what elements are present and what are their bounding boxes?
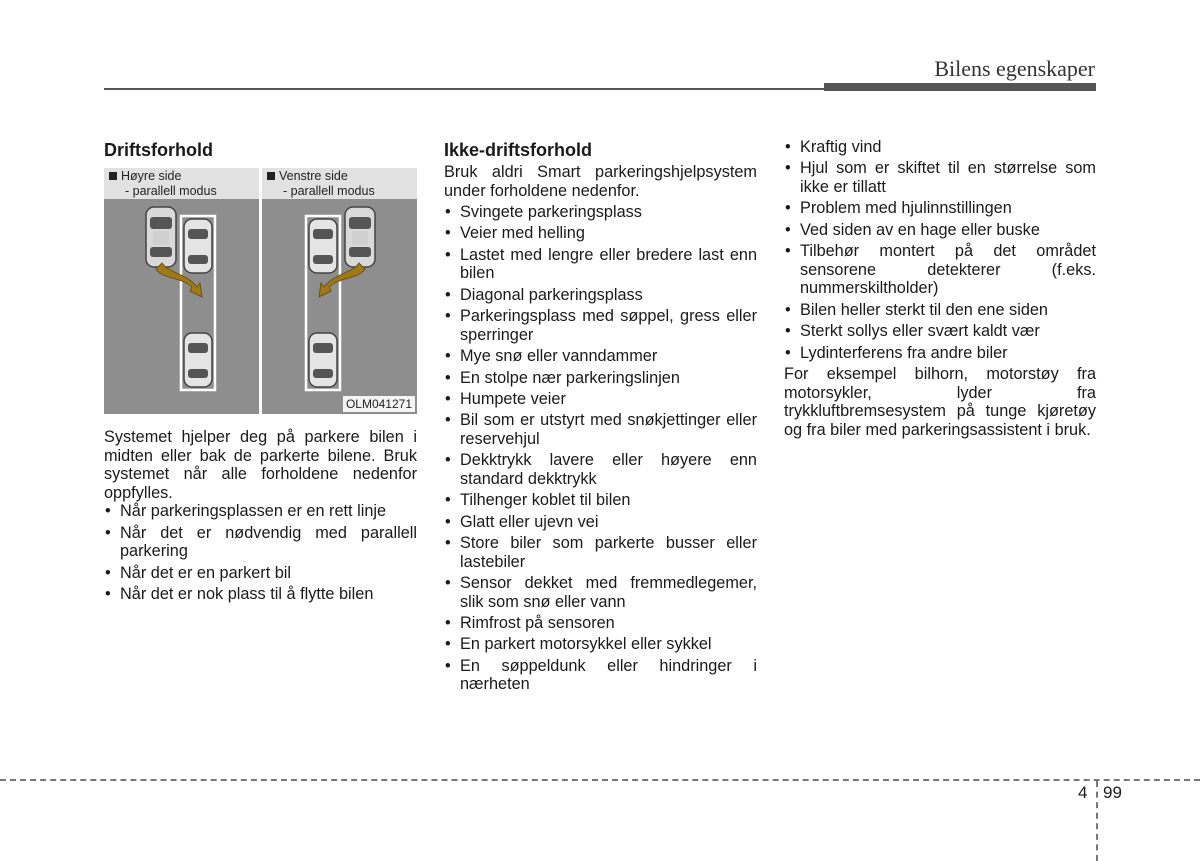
list-item: • En stolpe nær parkeringslinjen (444, 369, 757, 388)
list-item: • Rimfrost på sensoren (444, 614, 757, 633)
list-item: • Ved siden av en hage eller buske (784, 221, 1096, 240)
list-item: • Glatt eller ujevn vei (444, 513, 757, 532)
list-item: • Sterkt sollys eller svært kaldt vær (784, 322, 1096, 341)
moving-car-icon (345, 207, 375, 267)
left-column (104, 138, 417, 607)
list-item: • Diagonal parkeringsplass (444, 286, 757, 305)
non-operating-intro: Bruk aldri Smart parkeringshjelpsystem under forholdene nedenfor. (444, 163, 757, 200)
page-number: 99 (1103, 783, 1122, 802)
list-item: • Svingete parkeringsplass (444, 203, 757, 222)
list-item: • Når det er nødvendig med parallell parkering (104, 524, 417, 561)
list-item: • En søppeldunk eller hindringer i nærheten (444, 657, 757, 694)
operating-conditions-list (104, 502, 417, 603)
panel-caption-right-side: Høyre side - parallell modus (104, 168, 259, 199)
footer-divider (0, 779, 1200, 781)
non-operating-conditions-list (444, 203, 757, 694)
list-item: • Problem med hjulinnstillingen (784, 199, 1096, 218)
operating-intro: Systemet hjelper deg på parkere bilen i midten eller bak de parkerte bilene. Bruk systemet når alle forholdene nedenfor oppfylles. (104, 428, 417, 502)
parked-car-rear-icon (184, 333, 212, 387)
chapter-number: 4 (1078, 783, 1088, 802)
panel-caption-left-side: Venstre side - parallell modus (262, 168, 417, 199)
list-item: • Bil som er utstyrt med snøkjettinger eller reservehjul (444, 411, 757, 448)
parked-car-rear-icon (309, 333, 337, 387)
list-item: • Dekktrykk lavere eller høyere enn standard dekktrykk (444, 451, 757, 488)
section-heading-non-operating-conditions: Ikke-driftsforhold (444, 140, 593, 160)
list-item: • Lastet med lengre eller bredere last enn bilen (444, 246, 757, 283)
parked-car-front-icon (309, 219, 337, 273)
parking-diagram-left-side (262, 199, 417, 414)
header-rule-accent (824, 83, 1096, 91)
list-item: • Veier med helling (444, 224, 757, 243)
list-item: • Tilbehør montert på det området sensorene detekterer (f.eks. nummerskiltholder) (784, 242, 1096, 298)
square-bullet-icon (267, 172, 275, 180)
figure-code: OLM041271 (343, 396, 415, 412)
list-item: • Tilhenger koblet til bilen (444, 491, 757, 510)
parking-diagram-right-side (104, 199, 259, 414)
non-operating-conditions-list-continued (784, 138, 1096, 362)
right-column (784, 138, 1096, 439)
interference-examples: For eksempel bilhorn, motorstøy fra motorsykler, lyder fra trykkluftbremsesystem på tunge kjøretøy og fra biler med parkeringsassistent i bruk. (784, 364, 1096, 439)
list-item: • Kraftig vind (784, 138, 1096, 157)
list-item: • En parkert motorsykkel eller sykkel (444, 635, 757, 654)
middle-column (444, 138, 757, 697)
moving-car-icon (146, 207, 176, 267)
list-item: • Lydinterferens fra andre biler (784, 344, 1096, 363)
list-item: • Når det er en parkert bil (104, 564, 417, 583)
parked-car-front-icon (184, 219, 212, 273)
square-bullet-icon (109, 172, 117, 180)
list-item: • Bilen heller sterkt til den ene siden (784, 301, 1096, 320)
parking-illustration (104, 168, 417, 414)
list-item: • Mye snø eller vanndammer (444, 347, 757, 366)
list-item: • Hjul som er skiftet til en størrelse som ikke er tillatt (784, 159, 1096, 196)
header-rule (104, 88, 824, 90)
footer-vertical-divider (1096, 781, 1098, 861)
list-item: • Store biler som parkerte busser eller lastebiler (444, 534, 757, 571)
list-item: • Når parkeringsplassen er en rett linje (104, 502, 417, 521)
list-item: • Humpete veier (444, 390, 757, 409)
list-item: • Sensor dekket med fremmedlegemer, slik som snø eller vann (444, 574, 757, 611)
page-header-title: Bilens egenskaper (934, 56, 1095, 81)
section-heading-operating-conditions: Driftsforhold (104, 140, 213, 160)
list-item: • Parkeringsplass med søppel, gress eller sperringer (444, 307, 757, 344)
list-item: • Når det er nok plass til å flytte bilen (104, 585, 417, 604)
